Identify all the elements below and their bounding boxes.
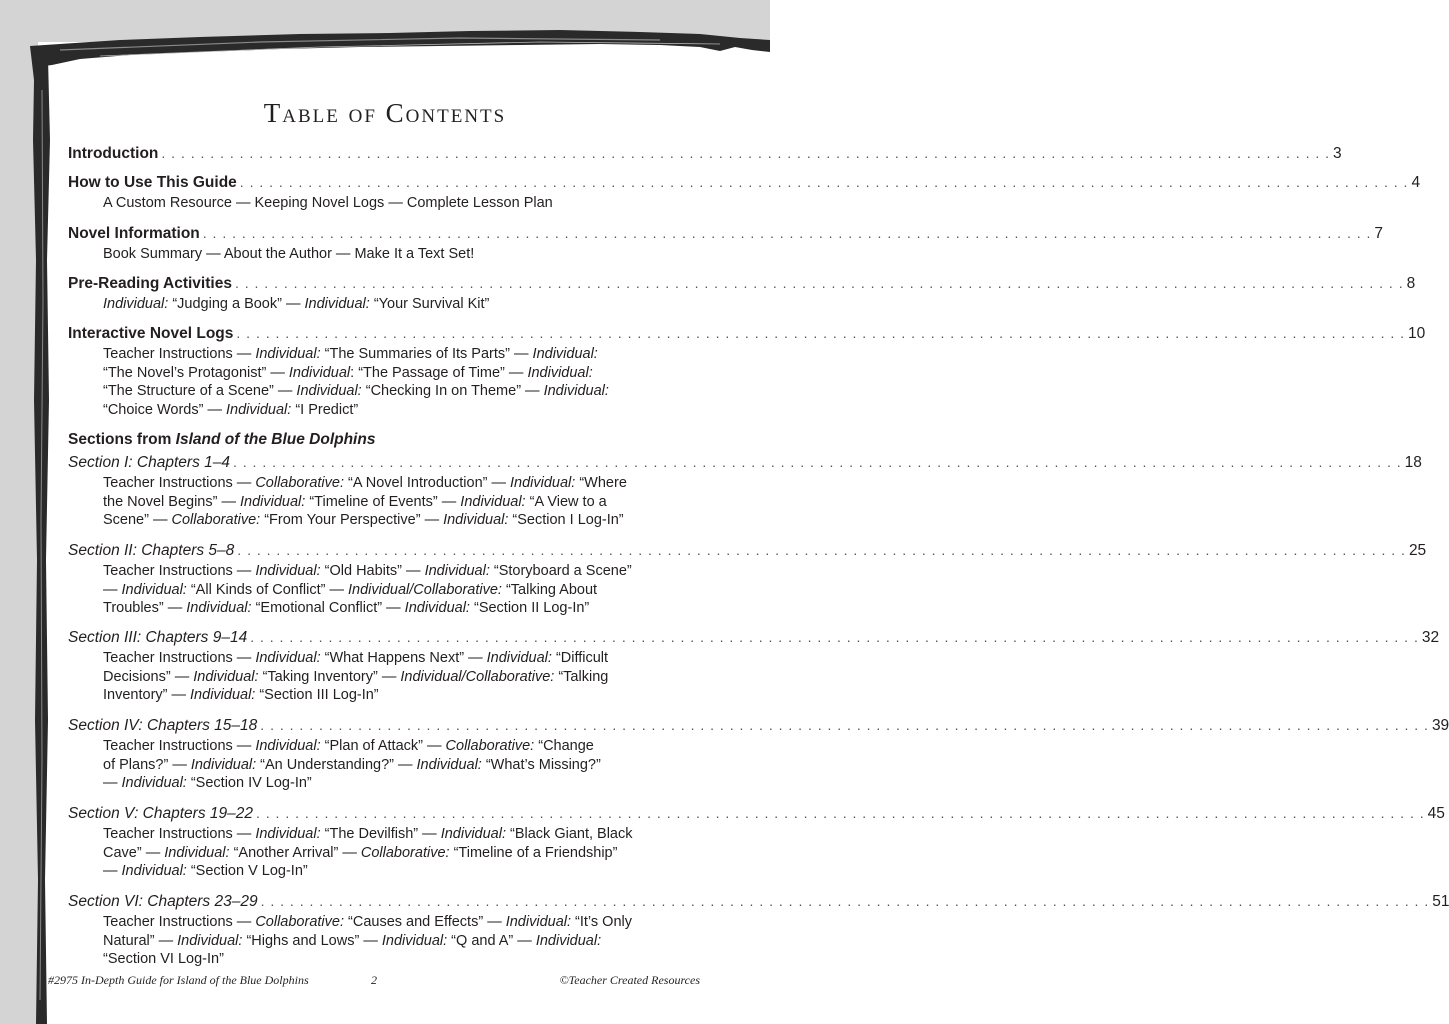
sections-group-heading — [68, 430, 375, 450]
footer-publisher: ©Teacher Created Resources — [559, 973, 700, 987]
toc-entry-title: Pre-Reading Activities — [68, 275, 232, 292]
toc-entry-description — [103, 345, 692, 419]
description-line: the Novel Begins” — Individual: “Timeline of Events” — Individual: “A View to a — [103, 493, 607, 510]
description-line: Cave” — Individual: “Another Arrival” — Collaborative: “Timeline of a Friendship” — [103, 844, 618, 861]
toc-entry-title: How to Use This Guide — [68, 174, 237, 191]
description-line: Teacher Instructions — Individual: “The Devilfish” — Individual: “Black Giant, Black — [103, 826, 633, 842]
toc-section-description — [103, 649, 692, 705]
toc-entry-title: Interactive Novel Logs — [68, 325, 234, 342]
description-line: Troubles” — Individual: “Emotional Conflict” — Individual: “Section II Log-In” — [103, 600, 590, 617]
description-line: Teacher Instructions — Collaborative: “Causes and Effects” — Individual: “It’s Only — [103, 914, 632, 930]
toc-page-number: 39 — [1431, 717, 1449, 734]
toc-section-6 — [68, 891, 1449, 969]
leader-dots: . . . . . . . . . . . . . . . . . . . . . . . . . . . . . . . . . . . . . . . . . . . . . . . . . . . . . . . . . . . . . . . . . . . . . . . . . . . . . . . . . . . . . . . . . . . . . . . . . . . . . . . . . . . . . . . . . . . . . . . . — [237, 542, 1406, 558]
description-line: Decisions” — Individual: “Taking Inventory” — Individual/Collaborative: “Talking — [103, 668, 609, 685]
description-line: of Plans?” — Individual: “An Understanding?” — Individual: “What’s Missing?” — [103, 756, 601, 773]
leader-dots: . . . . . . . . . . . . . . . . . . . . . . . . . . . . . . . . . . . . . . . . . . . . . . . . . . . . . . . . . . . . . . . . . . . . . . . . . . . . . . . . . . . . . . . . . . . . . . . . . . . . . . . . . . . . . . . . . . . . . . . . — [233, 454, 1402, 470]
leader-dots: . . . . . . . . . . . . . . . . . . . . . . . . . . . . . . . . . . . . . . . . . . . . . . . . . . . . . . . . . . . . . . . . . . . . . . . . . . . . . . . . . . . . . . . . . . . . . . . . . . . . . . . . . . . . . . . . . . . . . . . . — [260, 893, 1430, 909]
toc-page-number: 7 — [1374, 225, 1384, 242]
toc-entry-novel-information — [68, 223, 1384, 264]
toc-section-title: Section I: Chapters 1–4 — [68, 454, 230, 471]
description-line: Scene” — Collaborative: “From Your Perspective” — Individual: “Section I Log-In” — [103, 512, 624, 529]
toc-section-description — [103, 825, 692, 881]
description-line: Teacher Instructions — Individual: “The Summaries of Its Parts” — Individual: — [103, 346, 598, 362]
description-line: — Individual: “Section IV Log-In” — [103, 775, 312, 792]
description-line: A Custom Resource — Keeping Novel Logs — Complete Lesson Plan — [103, 195, 553, 211]
toc-entry-title: Novel Information — [68, 225, 200, 242]
toc-section-3 — [68, 627, 1440, 705]
toc-page-number: 8 — [1406, 275, 1416, 292]
footer-page-number: 2 — [371, 973, 377, 987]
leader-dots: . . . . . . . . . . . . . . . . . . . . . . . . . . . . . . . . . . . . . . . . . . . . . . . . . . . . . . . . . . . . . . . . . . . . . . . . . . . . . . . . . . . . . . . . . . . . . . . . . . . . . . . . . . . . . . . . . . . . . . . . — [255, 805, 1425, 821]
description-line: Teacher Instructions — Individual: “What Happens Next” — Individual: “Difficult — [103, 650, 609, 666]
description-line: Inventory” — Individual: “Section III Log-In” — [103, 687, 379, 704]
toc-entry-description — [103, 295, 692, 314]
toc-section-description — [103, 562, 692, 618]
toc-page-number: 4 — [1411, 174, 1421, 191]
description-line: Individual: “Judging a Book” — Individual: “Your Survival Kit” — [103, 296, 490, 312]
leader-dots: . . . . . . . . . . . . . . . . . . . . . . . . . . . . . . . . . . . . . . . . . . . . . . . . . . . . . . . . . . . . . . . . . . . . . . . . . . . . . . . . . . . . . . . . . . . . . . . . . . . . . . . . . . . . . . . . . . . . . . . . — [202, 225, 1372, 241]
sections-group-prefix: Sections from — [68, 431, 176, 448]
description-line: Teacher Instructions — Individual: “Plan of Attack” — Collaborative: “Change — [103, 738, 594, 754]
toc-entry-pre-reading — [68, 273, 1416, 314]
leader-dots: . . . . . . . . . . . . . . . . . . . . . . . . . . . . . . . . . . . . . . . . . . . . . . . . . . . . . . . . . . . . . . . . . . . . . . . . . . . . . . . . . . . . . . . . . . . . . . . . . . . . . . . . . . . . . . . . . . . . . . . . — [236, 325, 1406, 341]
toc-entry-title: Introduction — [68, 145, 159, 162]
leader-dots: . . . . . . . . . . . . . . . . . . . . . . . . . . . . . . . . . . . . . . . . . . . . . . . . . . . . . . . . . . . . . . . . . . . . . . . . . . . . . . . . . . . . . . . . . . . . . . . . . . . . . . . . . . . . . . . . . . . . . . . . — [250, 629, 1419, 645]
leader-dots: . . . . . . . . . . . . . . . . . . . . . . . . . . . . . . . . . . . . . . . . . . . . . . . . . . . . . . . . . . . . . . . . . . . . . . . . . . . . . . . . . . . . . . . . . . . . . . . . . . . . . . . . . . . . . . . . . . . . . . . . — [234, 275, 1404, 291]
description-line: — Individual: “All Kinds of Conflict” — Individual/Collaborative: “Talking About — [103, 581, 598, 598]
toc-section-description — [103, 737, 692, 793]
toc-entry-description — [103, 194, 692, 213]
toc-section-title: Section IV: Chapters 15–18 — [68, 717, 258, 734]
toc-section-title: Section II: Chapters 5–8 — [68, 542, 235, 559]
description-line: “Choice Words” — Individual: “I Predict” — [103, 401, 359, 418]
toc-page-number: 51 — [1432, 893, 1449, 910]
toc-entry-how-to-use — [68, 172, 1421, 213]
leader-dots: . . . . . . . . . . . . . . . . . . . . . . . . . . . . . . . . . . . . . . . . . . . . . . . . . . . . . . . . . . . . . . . . . . . . . . . . . . . . . . . . . . . . . . . . . . . . . . . . . . . . . . . . . . . . . . . . . . . . . . . . — [239, 174, 1409, 190]
toc-page-number: 18 — [1404, 454, 1422, 471]
toc-entry-description — [103, 245, 692, 264]
toc-page-number: 3 — [1333, 145, 1342, 162]
toc-entry-interactive-novel-logs — [68, 323, 1426, 419]
toc-section-2 — [68, 540, 1427, 618]
toc-page-number: 32 — [1421, 629, 1440, 646]
description-line: Natural” — Individual: “Highs and Lows” — Individual: “Q and A” — Individual: — [103, 932, 602, 949]
toc-page-number: 45 — [1427, 805, 1445, 822]
description-line: Book Summary — About the Author — Make It a Text Set! — [103, 246, 475, 262]
toc-section-title: Section V: Chapters 19–22 — [68, 805, 253, 822]
leader-dots: . . . . . . . . . . . . . . . . . . . . . . . . . . . . . . . . . . . . . . . . . . . . . . . . . . . . . . . . . . . . . . . . . . . . . . . . . . . . . . . . . . . . . . . . . . . . . . . . . . . . . . . . . . . . . . . . . . . . . . . . — [260, 717, 1429, 733]
leader-dots: . . . . . . . . . . . . . . . . . . . . . . . . . . . . . . . . . . . . . . . . . . . . . . . . . . . . . . . . . . . . . . . . . . . . . . . . . . . . . . . . . . . . . . . . . . . . . . . . . . . . . . . . . . . . . . . . . . . . . . . . — [161, 145, 1331, 161]
toc-section-description — [103, 913, 692, 969]
toc-section-title: Section VI: Chapters 23–29 — [68, 893, 258, 910]
footer-book-id: #2975 In-Depth Guide for Island of the Blue Dolphins — [48, 973, 309, 987]
toc-section-5 — [68, 803, 1445, 881]
toc-section-description — [103, 474, 692, 530]
toc-page-number: 10 — [1408, 325, 1426, 342]
description-line: “The Structure of a Scene” — Individual: “Checking In on Theme” — Individual: — [103, 383, 609, 400]
toc-page-number: 25 — [1408, 542, 1427, 559]
toc-section-1 — [68, 452, 1422, 530]
description-line: Teacher Instructions — Individual: “Old Habits” — Individual: “Storyboard a Scene” — [103, 563, 632, 579]
description-line: “Section VI Log-In” — [103, 951, 224, 968]
toc-entry-introduction — [68, 143, 1342, 163]
book-title: Island of the Blue Dolphins — [175, 431, 376, 448]
toc-section-4 — [68, 715, 1449, 793]
description-line: — Individual: “Section V Log-In” — [103, 863, 308, 880]
page-title: Table of Contents — [263, 98, 507, 128]
description-line: Teacher Instructions — Collaborative: “A Novel Introduction” — Individual: “Where — [103, 475, 627, 491]
toc-section-title: Section III: Chapters 9–14 — [68, 629, 248, 646]
description-line: “The Novel’s Protagonist” — Individual: “The Passage of Time” — Individual: — [103, 364, 593, 381]
